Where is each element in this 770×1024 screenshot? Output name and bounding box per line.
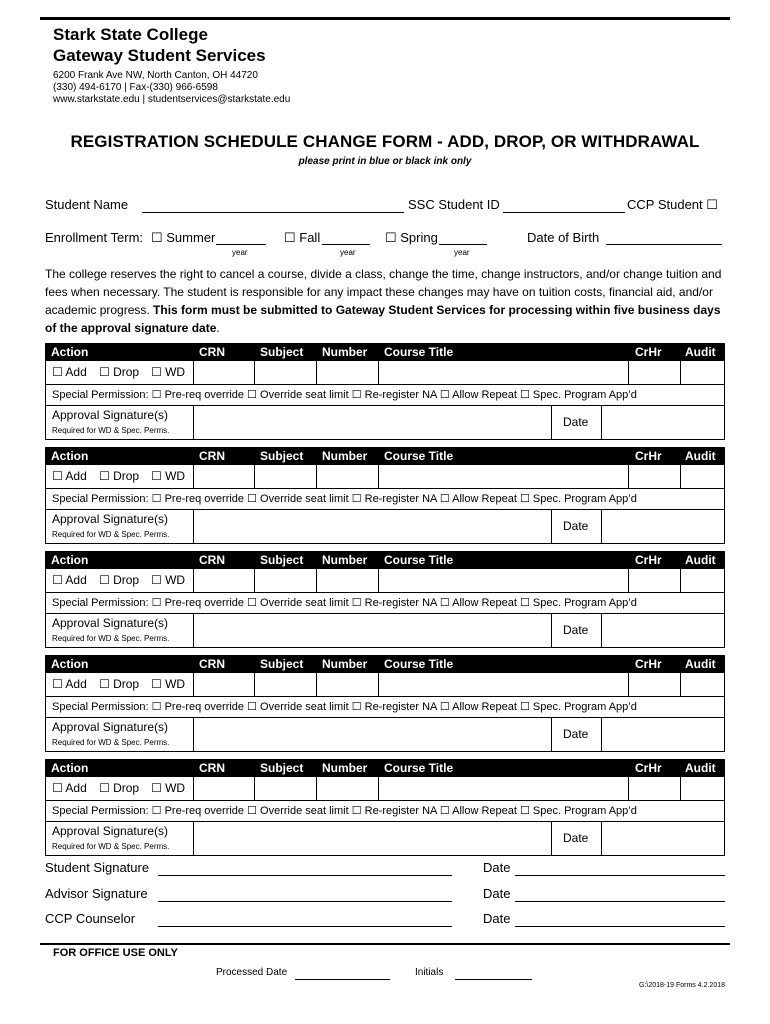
number-field[interactable]	[316, 361, 379, 384]
advisor-signature-field[interactable]	[158, 900, 452, 902]
course-block	[45, 343, 725, 440]
crhr-header: CrHr	[635, 345, 662, 359]
number-field[interactable]	[316, 777, 379, 800]
ccp-counselor-label: CCP Counselor	[45, 911, 136, 926]
approval-row	[45, 614, 725, 648]
course-title-field[interactable]	[378, 777, 629, 800]
year-label: year	[340, 248, 356, 257]
subject-header: Subject	[260, 449, 304, 463]
course-title-field[interactable]	[378, 569, 629, 592]
form-subtitle: please print in blue or black ink only	[298, 156, 472, 167]
drop-checkbox[interactable]: ☐ Drop	[99, 365, 140, 379]
approval-signature-field[interactable]	[193, 614, 194, 647]
special-permission-options[interactable]: Special Permission: ☐ Pre-req override ☐ Override seat limit ☐ Re-register NA ☐ Allow Repeat ☐ Spec. Program App’d	[52, 389, 637, 401]
course-header	[45, 343, 725, 361]
date-divider	[551, 614, 552, 647]
crhr-field[interactable]	[628, 777, 681, 800]
approval-signature-field[interactable]	[193, 510, 194, 543]
crhr-header: CrHr	[635, 553, 662, 567]
student-name-label: Student Name	[45, 197, 129, 212]
student-signature-label: Student Signature	[45, 860, 150, 875]
special-permission-row	[45, 801, 725, 822]
approval-date-field[interactable]	[601, 406, 602, 439]
advisor-signature-label: Advisor Signature	[45, 886, 148, 901]
notice-paragraph	[45, 265, 725, 337]
phone: (330) 494-6170 | Fax-(330) 966-6598	[53, 82, 218, 93]
special-permission-options[interactable]: Special Permission: ☐ Pre-req override ☐ Override seat limit ☐ Re-register NA ☐ Allow Repeat ☐ Spec. Program App’d	[52, 493, 637, 505]
approval-row	[45, 406, 725, 440]
add-checkbox[interactable]: ☐ Add	[52, 469, 87, 483]
approval-date-label: Date	[563, 623, 589, 637]
course-title-field[interactable]	[378, 361, 629, 384]
audit-header: Audit	[685, 345, 716, 359]
audit-field[interactable]	[680, 465, 725, 488]
approval-row	[45, 718, 725, 752]
course-block	[45, 655, 725, 752]
year-label: year	[232, 248, 248, 257]
action-header: Action	[51, 657, 89, 671]
approval-label: Approval Signature(s)	[52, 512, 169, 526]
ccp-date-label: Date	[483, 911, 511, 926]
course-header	[45, 551, 725, 569]
summer-checkbox[interactable]: ☐ Summer	[151, 230, 216, 245]
special-permission-row	[45, 593, 725, 614]
ccp-student-checkbox[interactable]: CCP Student ☐	[627, 197, 718, 212]
approval-date-label: Date	[563, 831, 589, 845]
subject-field[interactable]	[254, 569, 317, 592]
approval-note: Required for WD & Spec. Perms.	[52, 634, 170, 643]
subject-field[interactable]	[254, 465, 317, 488]
approval-note: Required for WD & Spec. Perms.	[52, 530, 170, 539]
student-id-field[interactable]	[503, 211, 625, 213]
student-id-label: SSC Student ID	[408, 197, 500, 212]
audit-field[interactable]	[680, 673, 725, 696]
address: 6200 Frank Ave NW, North Canton, OH 44720	[53, 70, 258, 81]
student-name-field[interactable]	[142, 211, 404, 213]
action-header: Action	[51, 553, 89, 567]
add-checkbox[interactable]: ☐ Add	[52, 781, 87, 795]
course-header	[45, 655, 725, 673]
subject-header: Subject	[260, 657, 304, 671]
course-title-header: Course Title	[384, 345, 454, 359]
approval-label: Approval Signature(s)	[52, 408, 169, 422]
spring-year-field[interactable]	[439, 243, 487, 245]
special-permission-options[interactable]: Special Permission: ☐ Pre-req override ☐ Override seat limit ☐ Re-register NA ☐ Allow Repeat ☐ Spec. Program App’d	[52, 597, 637, 609]
fall-year-field[interactable]	[322, 243, 370, 245]
number-header: Number	[322, 657, 368, 671]
number-header: Number	[322, 553, 368, 567]
ccp-counselor-field[interactable]	[158, 925, 452, 927]
course-entry-row	[45, 673, 725, 697]
wd-checkbox[interactable]: ☐ WD	[151, 781, 186, 795]
crhr-field[interactable]	[628, 673, 681, 696]
crhr-field[interactable]	[628, 465, 681, 488]
web-contact: www.starkstate.edu | studentservices@starkstate.edu	[53, 94, 291, 105]
approval-signature-field[interactable]	[193, 406, 194, 439]
student-signature-field[interactable]	[158, 874, 452, 876]
ccp-date-field[interactable]	[515, 925, 725, 927]
special-permission-options[interactable]: Special Permission: ☐ Pre-req override ☐ Override seat limit ☐ Re-register NA ☐ Allow Repeat ☐ Spec. Program App’d	[52, 805, 637, 817]
notice-text: The college reserves the right to cancel a course, divide a class, change the time, change instructors, and/or change tuition and fees when necessary. The student is responsible for any impact these changes may have on tuition costs, financial aid, and/or academic progress.	[45, 267, 722, 317]
number-header: Number	[322, 761, 368, 775]
notice-bold: This form must be submitted to Gateway Student Services for processing within five business days of the approval signature date	[45, 303, 721, 335]
year-label: year	[454, 248, 470, 257]
date-divider	[551, 822, 552, 855]
spring-checkbox[interactable]: ☐ Spring	[385, 230, 438, 245]
crhr-field[interactable]	[628, 361, 681, 384]
course-block	[45, 759, 725, 856]
dob-label: Date of Birth	[527, 230, 600, 245]
office-use-title: FOR OFFICE USE ONLY	[53, 947, 178, 959]
approval-date-field[interactable]	[601, 822, 602, 855]
course-title-field[interactable]	[378, 673, 629, 696]
audit-header: Audit	[685, 449, 716, 463]
crn-header: CRN	[199, 761, 225, 775]
course-entry-row	[45, 777, 725, 801]
top-rule	[40, 17, 730, 20]
subject-field[interactable]	[254, 361, 317, 384]
crn-header: CRN	[199, 449, 225, 463]
wd-checkbox[interactable]: ☐ WD	[151, 365, 186, 379]
audit-header: Audit	[685, 761, 716, 775]
drop-checkbox[interactable]: ☐ Drop	[99, 469, 140, 483]
drop-checkbox[interactable]: ☐ Drop	[99, 573, 140, 587]
approval-date-label: Date	[563, 727, 589, 741]
form-title: REGISTRATION SCHEDULE CHANGE FORM - ADD, DROP, OR WITHDRAWAL	[70, 132, 700, 151]
summer-year-field[interactable]	[216, 243, 266, 245]
course-header	[45, 759, 725, 777]
student-date-label: Date	[483, 860, 511, 875]
advisor-date-label: Date	[483, 886, 511, 901]
audit-field[interactable]	[680, 361, 725, 384]
subject-field[interactable]	[254, 673, 317, 696]
subject-header: Subject	[260, 345, 304, 359]
special-permission-row	[45, 489, 725, 510]
office-rule	[40, 943, 730, 945]
crn-field[interactable]	[193, 465, 255, 488]
audit-field[interactable]	[680, 569, 725, 592]
header	[53, 24, 290, 106]
special-permission-row	[45, 697, 725, 718]
crn-header: CRN	[199, 657, 225, 671]
initials-field[interactable]	[455, 978, 532, 980]
approval-label: Approval Signature(s)	[52, 824, 169, 838]
course-entry-row	[45, 569, 725, 593]
crn-field[interactable]	[193, 361, 255, 384]
number-field[interactable]	[316, 673, 379, 696]
crn-field[interactable]	[193, 569, 255, 592]
course-title-header: Course Title	[384, 449, 454, 463]
special-permission-row	[45, 385, 725, 406]
crhr-header: CrHr	[635, 449, 662, 463]
approval-signature-field[interactable]	[193, 718, 194, 751]
course-block	[45, 551, 725, 648]
approval-note: Required for WD & Spec. Perms.	[52, 842, 170, 851]
number-header: Number	[322, 449, 368, 463]
form-reference: G:\2018-19 Forms 4.2.2018	[639, 982, 725, 989]
audit-header: Audit	[685, 553, 716, 567]
add-checkbox[interactable]: ☐ Add	[52, 677, 87, 691]
processed-date-label: Processed Date	[216, 967, 288, 978]
action-header: Action	[51, 761, 89, 775]
wd-checkbox[interactable]: ☐ WD	[151, 469, 186, 483]
wd-checkbox[interactable]: ☐ WD	[151, 573, 186, 587]
approval-row	[45, 822, 725, 856]
processed-date-field[interactable]	[295, 978, 390, 980]
date-divider	[551, 510, 552, 543]
approval-note: Required for WD & Spec. Perms.	[52, 738, 170, 747]
fall-checkbox[interactable]: ☐ Fall	[284, 230, 321, 245]
crhr-header: CrHr	[635, 761, 662, 775]
advisor-date-field[interactable]	[515, 900, 725, 902]
add-checkbox[interactable]: ☐ Add	[52, 365, 87, 379]
crn-header: CRN	[199, 345, 225, 359]
approval-date-label: Date	[563, 519, 589, 533]
crn-header: CRN	[199, 553, 225, 567]
crn-field[interactable]	[193, 673, 255, 696]
approval-row	[45, 510, 725, 544]
department-name: Gateway Student Services	[53, 46, 266, 65]
date-divider	[551, 718, 552, 751]
course-title-header: Course Title	[384, 657, 454, 671]
approval-date-field[interactable]	[601, 718, 602, 751]
number-header: Number	[322, 345, 368, 359]
enrollment-term-label: Enrollment Term:	[45, 230, 144, 245]
approval-date-field[interactable]	[601, 614, 602, 647]
audit-header: Audit	[685, 657, 716, 671]
approval-label: Approval Signature(s)	[52, 616, 169, 630]
course-title-header: Course Title	[384, 761, 454, 775]
approval-date-label: Date	[563, 415, 589, 429]
crhr-header: CrHr	[635, 657, 662, 671]
number-field[interactable]	[316, 569, 379, 592]
subject-header: Subject	[260, 553, 304, 567]
initials-label: Initials	[415, 967, 444, 978]
action-header: Action	[51, 449, 89, 463]
audit-field[interactable]	[680, 777, 725, 800]
action-header: Action	[51, 345, 89, 359]
number-field[interactable]	[316, 465, 379, 488]
subject-header: Subject	[260, 761, 304, 775]
wd-checkbox[interactable]: ☐ WD	[151, 677, 186, 691]
course-entry-row	[45, 465, 725, 489]
notice-end: .	[216, 321, 220, 335]
approval-date-field[interactable]	[601, 510, 602, 543]
course-entry-row	[45, 361, 725, 385]
approval-signature-field[interactable]	[193, 822, 194, 855]
subject-field[interactable]	[254, 777, 317, 800]
student-date-field[interactable]	[515, 874, 725, 876]
approval-label: Approval Signature(s)	[52, 720, 169, 734]
drop-checkbox[interactable]: ☐ Drop	[99, 781, 140, 795]
crhr-field[interactable]	[628, 569, 681, 592]
date-divider	[551, 406, 552, 439]
special-permission-options[interactable]: Special Permission: ☐ Pre-req override ☐ Override seat limit ☐ Re-register NA ☐ Allow Repeat ☐ Spec. Program App’d	[52, 701, 637, 713]
dob-field[interactable]	[606, 243, 722, 245]
drop-checkbox[interactable]: ☐ Drop	[99, 677, 140, 691]
course-block	[45, 447, 725, 544]
course-title-header: Course Title	[384, 553, 454, 567]
college-name: Stark State College	[53, 25, 208, 44]
course-title-field[interactable]	[378, 465, 629, 488]
add-checkbox[interactable]: ☐ Add	[52, 573, 87, 587]
course-header	[45, 447, 725, 465]
crn-field[interactable]	[193, 777, 255, 800]
approval-note: Required for WD & Spec. Perms.	[52, 426, 170, 435]
